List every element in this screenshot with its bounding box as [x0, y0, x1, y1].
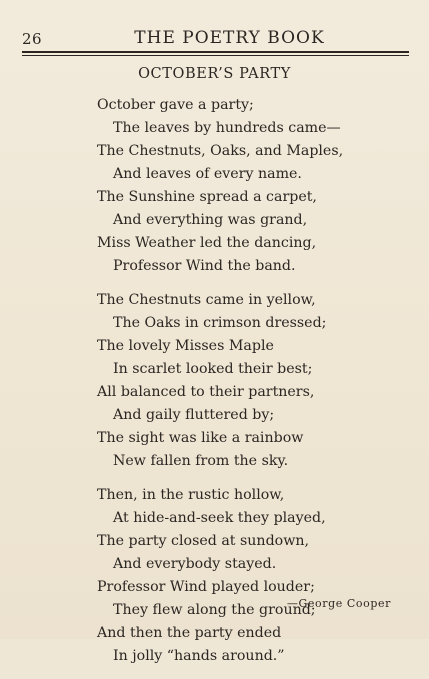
poem-line: And everybody stayed.	[113, 556, 277, 572]
poem-line: The leaves by hundreds came—	[113, 120, 341, 136]
poem-line: The Chestnuts, Oaks, and Maples,	[97, 143, 344, 159]
poem-line: New fallen from the sky.	[113, 453, 289, 469]
stanza-3	[97, 484, 417, 668]
poem-line: And everything was grand,	[113, 212, 308, 228]
stanza-2	[97, 289, 417, 473]
poem-title: OCTOBER’S PARTY	[138, 66, 291, 82]
poem-line: The Chestnuts came in yellow,	[97, 292, 316, 308]
poem-line: Miss Weather led the dancing,	[97, 235, 317, 251]
poem-line: At hide-and-seek they played,	[113, 510, 326, 526]
poem-line: And leaves of every name.	[113, 166, 302, 182]
poem-line: The party closed at sundown,	[97, 533, 309, 549]
poem-line: The lovely Misses Maple	[97, 338, 274, 354]
author-attribution: —George Cooper	[286, 597, 391, 610]
header-rule-top	[22, 51, 409, 53]
poem-line: In scarlet looked their best;	[113, 361, 313, 377]
poem-line: They flew along the ground;	[113, 602, 316, 618]
poem-line: All balanced to their partners,	[97, 384, 315, 400]
stanza-1	[97, 94, 417, 278]
poem-line: October gave a party;	[97, 97, 254, 113]
poem-line: And then the party ended	[97, 625, 282, 641]
poem-line: Professor Wind played louder;	[97, 579, 315, 595]
poem-line: And gaily fluttered by;	[113, 407, 275, 423]
page-header	[22, 28, 411, 50]
header-rule-bottom	[22, 55, 409, 56]
poem-line: The sight was like a rainbow	[97, 430, 304, 446]
running-title: THE POETRY BOOK	[134, 28, 325, 48]
poem-body	[97, 94, 417, 679]
page-number: 26	[22, 30, 43, 48]
poem-line: The Oaks in crimson dressed;	[113, 315, 327, 331]
poem-line: The Sunshine spread a carpet,	[97, 189, 317, 205]
poem-line: Then, in the rustic hollow,	[97, 487, 285, 503]
poem-line: Professor Wind the band.	[113, 258, 296, 274]
poem-line: In jolly “hands around.”	[113, 648, 285, 664]
